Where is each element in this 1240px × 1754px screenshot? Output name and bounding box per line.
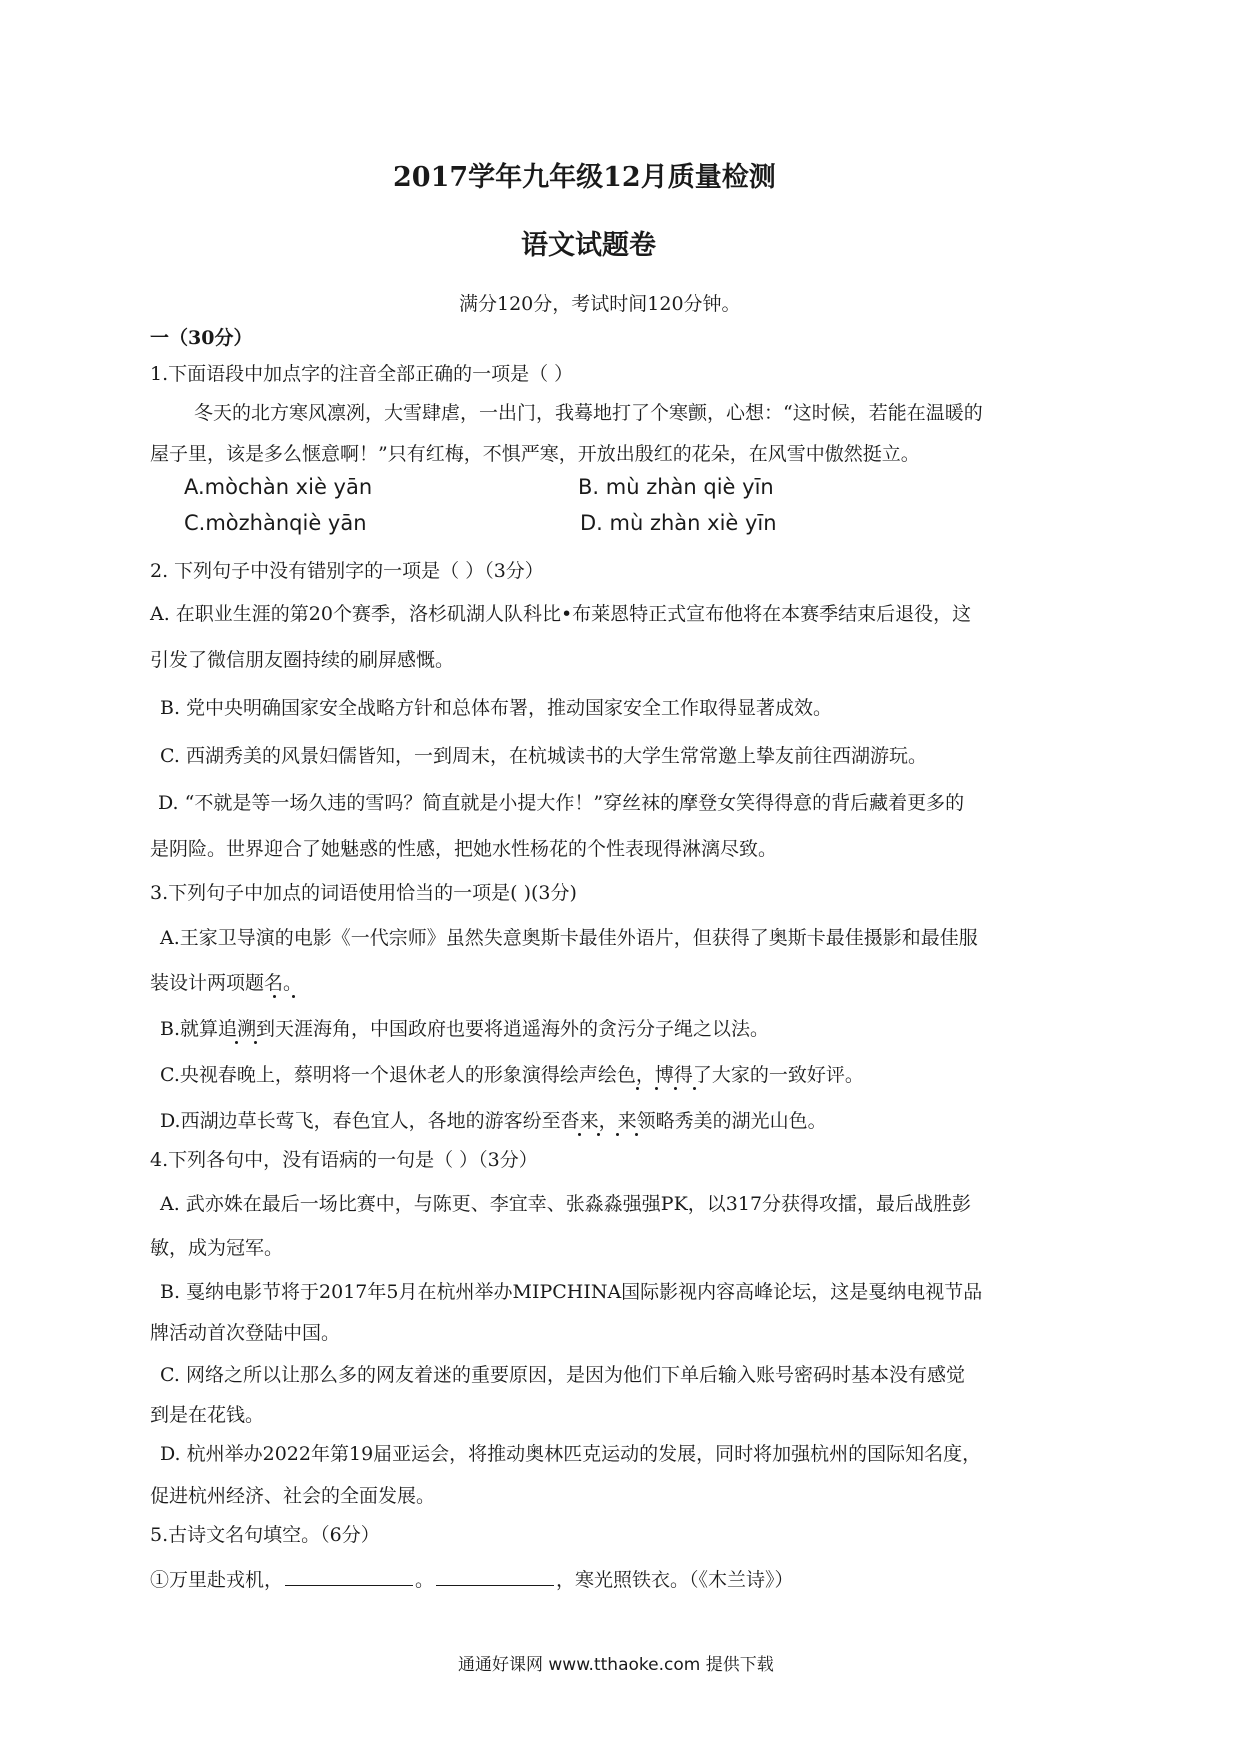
q5-line1-text-a: ①万里赴戎机，	[150, 1569, 284, 1591]
section-heading: 一（30分）	[150, 327, 253, 349]
q2-stem: 2. 下列句子中没有错别字的一项是（ ）（3分）	[150, 560, 544, 582]
emphasis-dot	[636, 1087, 639, 1090]
q3-option-a-line1: A.王家卫导演的电影《一代宗师》虽然失意奥斯卡最佳外语片，但获得了奥斯卡最佳摄影和最佳服	[160, 927, 978, 949]
q3-option-d: D.西湖边草长莺飞，春色宜人，各地的游客纷至沓来，来领略秀美的湖光山色。	[160, 1110, 827, 1132]
q5-stem: 5.古诗文名句填空。（6分）	[150, 1524, 380, 1546]
q4-option-d-line1: D. 杭州举办2022年第19届亚运会，将推动奥林匹克运动的发展，同时将加强杭州的国际知名度，	[160, 1443, 982, 1465]
emphasis-dot	[635, 1133, 638, 1136]
emphasis-dot	[674, 1087, 677, 1090]
q3-option-c: C.央视春晚上，蔡明将一个退休老人的形象演得绘声绘色，博得了大家的一致好评。	[160, 1064, 864, 1086]
q4-option-a-line1: A. 武亦姝在最后一场比赛中，与陈更、李宜幸、张淼淼强强PK，以317分获得攻擂，最后战胜彭	[160, 1193, 972, 1215]
emphasis-dot	[292, 995, 295, 998]
q5-line1	[150, 1567, 794, 1593]
q1-stem: 1.下面语段中加点字的注音全部正确的一项是（ ）	[150, 363, 574, 385]
q4-option-d-line2: 促进杭州经济、社会的全面发展。	[150, 1485, 436, 1507]
q4-option-c-line2: 到是在花钱。	[150, 1404, 265, 1426]
q4-option-b-line2: 牌活动首次登陆中国。	[150, 1322, 341, 1344]
exam-info: 满分120分，考试时间120分钟。	[459, 293, 741, 315]
emphasis-dot	[578, 1133, 581, 1136]
q1-option-d: D. mù zhàn xiè yīn	[580, 511, 777, 535]
q4-option-b-line1: B. 戛纳电影节将于2017年5月在杭州举办MIPCHINA国际影视内容高峰论坛，这是戛纳电视节品	[160, 1281, 983, 1303]
emphasis-dot	[597, 1133, 600, 1136]
emphasis-dot	[655, 1087, 658, 1090]
emphasis-dot	[616, 1133, 619, 1136]
answer-blank[interactable]	[285, 1569, 413, 1586]
q5-line1-text-b: 。	[415, 1569, 435, 1591]
page-title: 2017学年九年级12月质量检测	[393, 162, 776, 193]
emphasis-dot	[693, 1087, 696, 1090]
q2-option-b: B. 党中央明确国家安全战略方针和总体布署，推动国家安全工作取得显著成效。	[160, 697, 833, 719]
q2-option-c: C. 西湖秀美的风景妇儒皆知，一到周末，在杭城读书的大学生常常邀上挚友前往西湖游玩。	[160, 745, 927, 767]
q4-option-a-line2: 敏，成为冠军。	[150, 1237, 284, 1259]
q2-option-a-line1: A. 在职业生涯的第20个赛季，洛杉矶湖人队科比•布莱恩特正式宣布他将在本赛季结束后退役，这	[150, 603, 972, 625]
q1-option-b: B. mù zhàn qiè yīn	[578, 475, 774, 499]
q1-option-a: A.mòchàn xiè yān	[184, 475, 373, 499]
q1-option-c: C.mòzhànqiè yān	[184, 511, 367, 535]
page-subtitle: 语文试题卷	[521, 230, 656, 261]
q2-option-d-line2: 是阴险。世界迎合了她魅惑的性感，把她水性杨花的个性表现得淋漓尽致。	[150, 838, 778, 860]
emphasis-dot	[273, 995, 276, 998]
q1-passage-line1: 冬天的北方寒风凛冽，大雪肆虐，一出门，我蓦地打了个寒颤，心想：“这时候，若能在温暖的	[194, 402, 983, 424]
q4-stem: 4.下列各句中，没有语病的一句是（ ）（3分）	[150, 1149, 538, 1171]
q3-stem: 3.下列句子中加点的词语使用恰当的一项是( )(3分)	[150, 882, 577, 904]
q3-option-b: B.就算追溯到天涯海角，中国政府也要将逍遥海外的贪污分子绳之以法。	[160, 1018, 770, 1040]
q4-option-c-line1: C. 网络之所以让那么多的网友着迷的重要原因，是因为他们下单后输入账号密码时基本没有感觉	[160, 1364, 965, 1386]
q2-option-a-line2: 引发了微信朋友圈持续的刷屏感慨。	[150, 649, 455, 671]
q1-passage-line2: 屋子里，该是多么惬意啊！”只有红梅，不惧严寒，开放出殷红的花朵，在风雪中傲然挺立。	[150, 443, 920, 465]
footer-credit: 通通好课网 www.tthaoke.com 提供下载	[458, 1655, 774, 1675]
q5-line1-text-c: ，寒光照铁衣。（《木兰诗》）	[556, 1569, 794, 1591]
emphasis-dot	[254, 1041, 257, 1044]
emphasis-dot	[235, 1041, 238, 1044]
answer-blank[interactable]	[436, 1569, 554, 1586]
q2-option-d-line1: D. “不就是等一场久违的雪吗？简直就是小提大作！”穿丝袜的摩登女笑得得意的背后藏着更多的	[158, 792, 965, 814]
q3-option-a-line2: 装设计两项题名。	[150, 972, 303, 994]
